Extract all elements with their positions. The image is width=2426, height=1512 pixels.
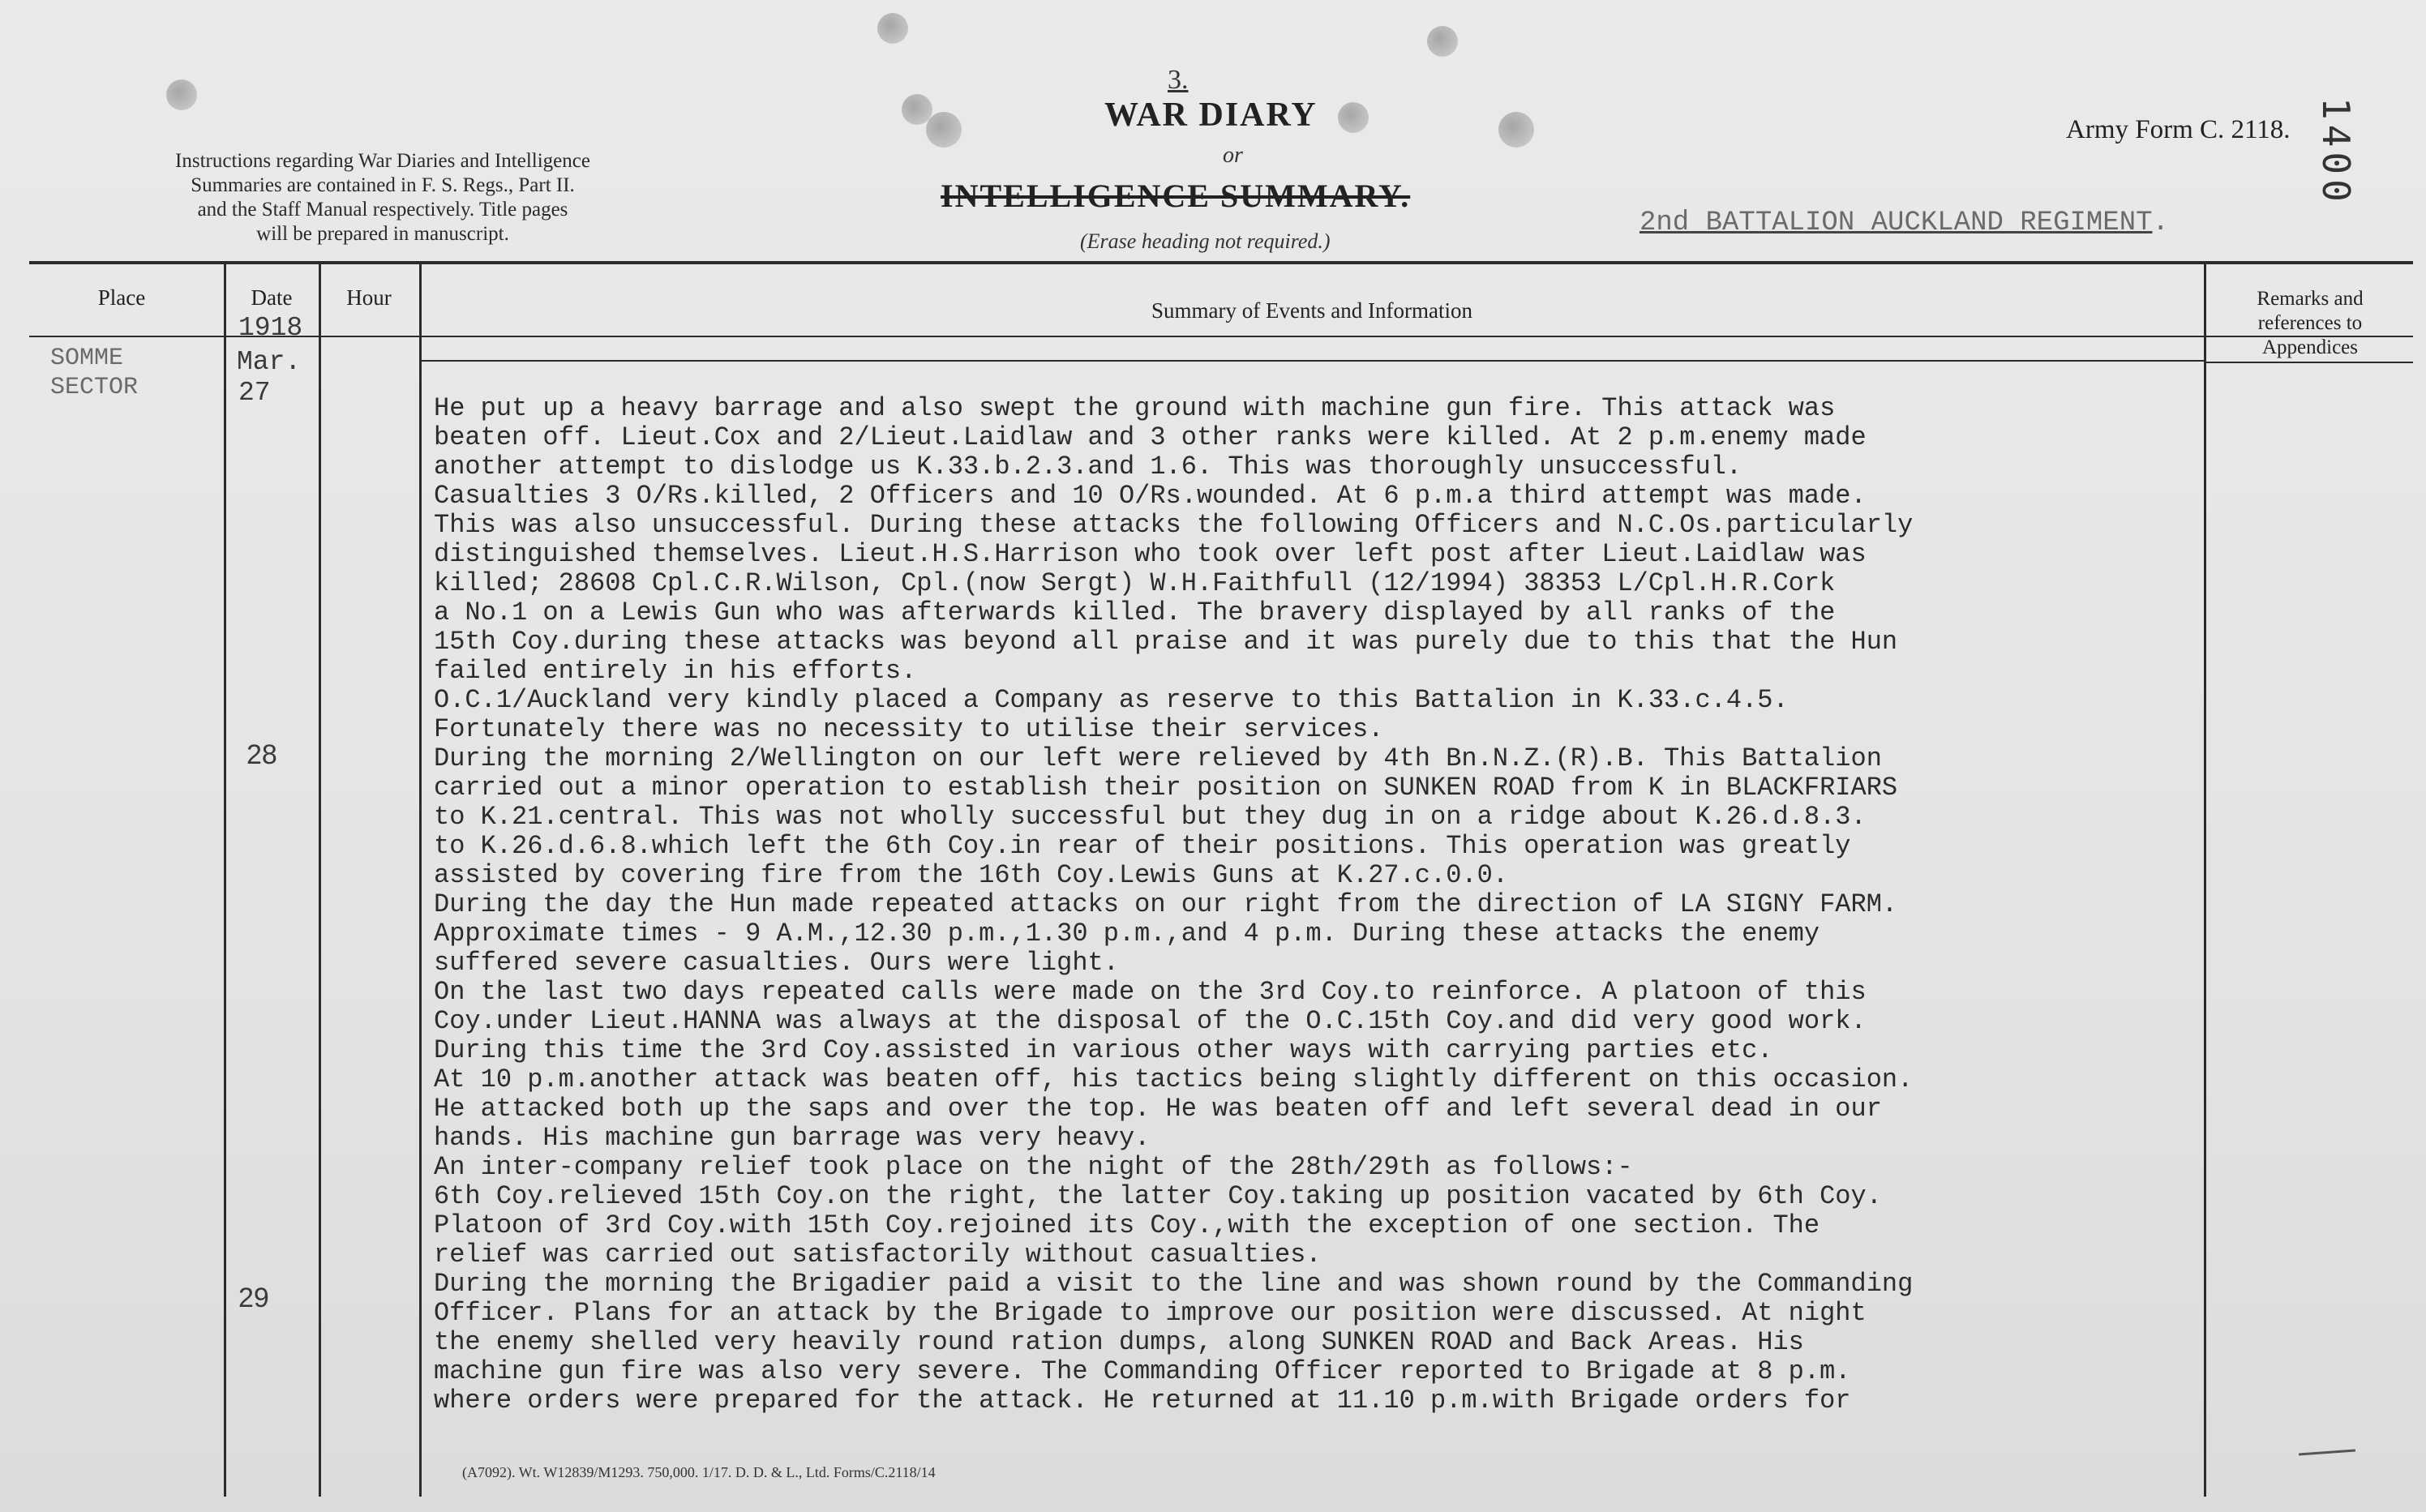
date-month: Mar. [237, 347, 302, 377]
column-header-place: Place [97, 285, 146, 310]
summary-line: He put up a heavy barrage and also swept the ground with machine gun fire. This attack was [434, 394, 1836, 423]
punch-hole [1427, 26, 1458, 57]
summary-line: At 10 p.m.another attack was beaten off, his tactics being slightly different on this occasion. [434, 1064, 1914, 1094]
column-header-hour: Hour [346, 285, 392, 310]
date-entry: 28 [246, 739, 277, 770]
summary-line: where orders were prepared for the attack. He returned at 11.10 p.m.with Brigade orders for [434, 1386, 1851, 1416]
summary-line: beaten off. Lieut.Cox and 2/Lieut.Laidlaw and 3 other ranks were killed. At 2 p.m.enemy made [434, 422, 1867, 452]
punch-hole [926, 112, 962, 148]
summary-line: hands. His machine gun barrage was very heavy. [434, 1123, 1151, 1153]
instructions-line: will be prepared in manuscript. [256, 223, 509, 245]
date-entry: 29 [238, 1283, 269, 1313]
remarks-header-line: Remarks and [2257, 288, 2364, 310]
archive-stamp-number: 1400 [2314, 97, 2358, 207]
summary-line: During this time the 3rd Coy.assisted in various other ways with carrying parties etc. [434, 1035, 1773, 1065]
summary-line: assisted by covering fire from the 16th Coy.Lewis Guns at K.27.c.0.0. [434, 860, 1509, 890]
summary-line: He attacked both up the saps and over the top. He was beaten off and left several dead in our [434, 1094, 1882, 1124]
form-printer-footer: (A7092). Wt. W12839/M1293. 750,000. 1/17. D. D. & L., Ltd. Forms/C.2118/14 [462, 1464, 936, 1480]
summary-line: Casualties 3 O/Rs.killed, 2 Officers and 10 O/Rs.wounded. At 6 p.m.a third attempt was made. [434, 481, 1867, 511]
summary-line: another attempt to dislodge us K.33.b.2.3.and 1.6. This was thoroughly unsuccessful. [434, 452, 1742, 482]
instructions-note [91, 149, 675, 246]
header-bottom-rule [29, 336, 2413, 337]
table-top-rule [29, 261, 2413, 264]
summary-line: During the morning the Brigadier paid a visit to the line and was shown round by the Commanding [434, 1269, 1914, 1299]
instructions-line: Summaries are contained in F. S. Regs., Part II. [191, 174, 575, 196]
place-line: SOMME [50, 345, 124, 372]
summary-line: Platoon of 3rd Coy.with 15th Coy.rejoined its Coy.,with the exception of one section. The [434, 1210, 1820, 1240]
summary-line: the enemy shelled very heavily round ration dumps, along SUNKEN ROAD and Back Areas. His [434, 1327, 1804, 1357]
summary-line: During the morning 2/Wellington on our left were relieved by 4th Bn.N.Z.(R).B. This Battalion [434, 743, 1882, 773]
summary-line: O.C.1/Auckland very kindly placed a Company as reserve to this Battalion in K.33.c.4.5. [434, 685, 1789, 715]
summary-body [434, 394, 2226, 1463]
unit-name [1639, 208, 2169, 238]
summary-line: An inter-company relief took place on the night of the 28th/29th as follows:- [434, 1152, 1633, 1182]
summary-line: carried out a minor operation to establish their position on SUNKEN ROAD from K in BLACKFRIARS [434, 773, 1898, 803]
column-header-summary: Summary of Events and Information [1151, 298, 1472, 323]
erase-note: (Erase heading not required.) [1080, 229, 1331, 253]
date-entry: 27 [238, 378, 271, 408]
summary-line: suffered severe casualties. Ours were light. [434, 948, 1119, 978]
punch-hole [877, 13, 908, 44]
date-year: 1918 [238, 313, 303, 343]
alternate-title-struck: INTELLIGENCE SUMMARY. [941, 178, 1411, 214]
place-entry [50, 344, 138, 402]
column-header-date: Date [251, 285, 293, 310]
unit-name-text: 2nd BATTALION AUCKLAND REGIMENT [1639, 208, 2153, 238]
summary-line: to K.26.d.6.8.which left the 6th Coy.in rear of their positions. This operation was greatly [434, 831, 1851, 861]
summary-line: Officer. Plans for an attack by the Brigade to improve our position were discussed. At night [434, 1298, 1867, 1328]
summary-line: This was also unsuccessful. During these attacks the following Officers and N.C.Os.particularly [434, 510, 1914, 540]
summary-line: On the last two days repeated calls were made on the 3rd Coy.to reinforce. A platoon of this [434, 977, 1867, 1007]
column-rule-hour [319, 264, 321, 1497]
punch-hole [1338, 102, 1369, 133]
column-rule-date [224, 264, 226, 1497]
column-rule-summary [419, 264, 422, 1497]
summary-line: Fortunately there was no necessity to utilise their services. [434, 714, 1384, 744]
place-line: SECTOR [50, 374, 139, 401]
page-number: 3. [1168, 65, 1189, 95]
column-header-remarks [2207, 287, 2413, 360]
document-title: WAR DIARY [1104, 96, 1318, 134]
summary-line: machine gun fire was also very severe. The Commanding Officer reported to Brigade at 8 p.m. [434, 1356, 1851, 1386]
punch-hole [1498, 112, 1534, 148]
remarks-pen-stroke [2299, 1450, 2355, 1456]
instructions-line: and the Staff Manual respectively. Title pages [197, 199, 568, 221]
remarks-header-line: Appendices [2261, 336, 2359, 358]
summary-top-rule [419, 360, 2206, 362]
summary-line: failed entirely in his efforts. [434, 656, 917, 686]
punch-hole [166, 79, 197, 110]
army-form-number: Army Form C. 2118. [2066, 115, 2291, 144]
summary-line: Coy.under Lieut.HANNA was always at the disposal of the O.C.15th Coy.and did very good work. [434, 1006, 1867, 1036]
summary-line: a No.1 on a Lewis Gun who was afterwards killed. The bravery displayed by all ranks of the [434, 598, 1836, 628]
summary-line: to K.21.central. This was not wholly successful but they dug in on a ridge about K.26.d.8.3. [434, 802, 1867, 832]
title-or: or [1223, 143, 1243, 168]
summary-line: distinguished themselves. Lieut.H.S.Harrison who took over left post after Lieut.Laidlaw was [434, 539, 1867, 569]
remarks-header-rule [2204, 362, 2413, 363]
summary-line: killed; 28608 Cpl.C.R.Wilson, Cpl.(now Sergt) W.H.Faithfull (12/1994) 38353 L/Cpl.H.R.Cork [434, 568, 1836, 598]
remarks-header-line: references to [2257, 312, 2363, 334]
instructions-line: Instructions regarding War Diaries and Intelligence [175, 150, 590, 172]
summary-line: relief was carried out satisfactorily without casualties. [434, 1240, 1322, 1270]
summary-line: 6th Coy.relieved 15th Coy.on the right, the latter Coy.taking up position vacated by 6th Coy. [434, 1181, 1882, 1211]
summary-line: During the day the Hun made repeated attacks on our right from the direction of LA SIGNY FARM. [434, 889, 1898, 919]
unit-name-suffix: . [2152, 208, 2169, 238]
summary-line: Approximate times - 9 A.M.,12.30 p.m.,1.30 p.m.,and 4 p.m. During these attacks the enemy [434, 919, 1820, 949]
summary-line: 15th Coy.during these attacks was beyond all praise and it was purely due to this that the Hun [434, 627, 1898, 657]
